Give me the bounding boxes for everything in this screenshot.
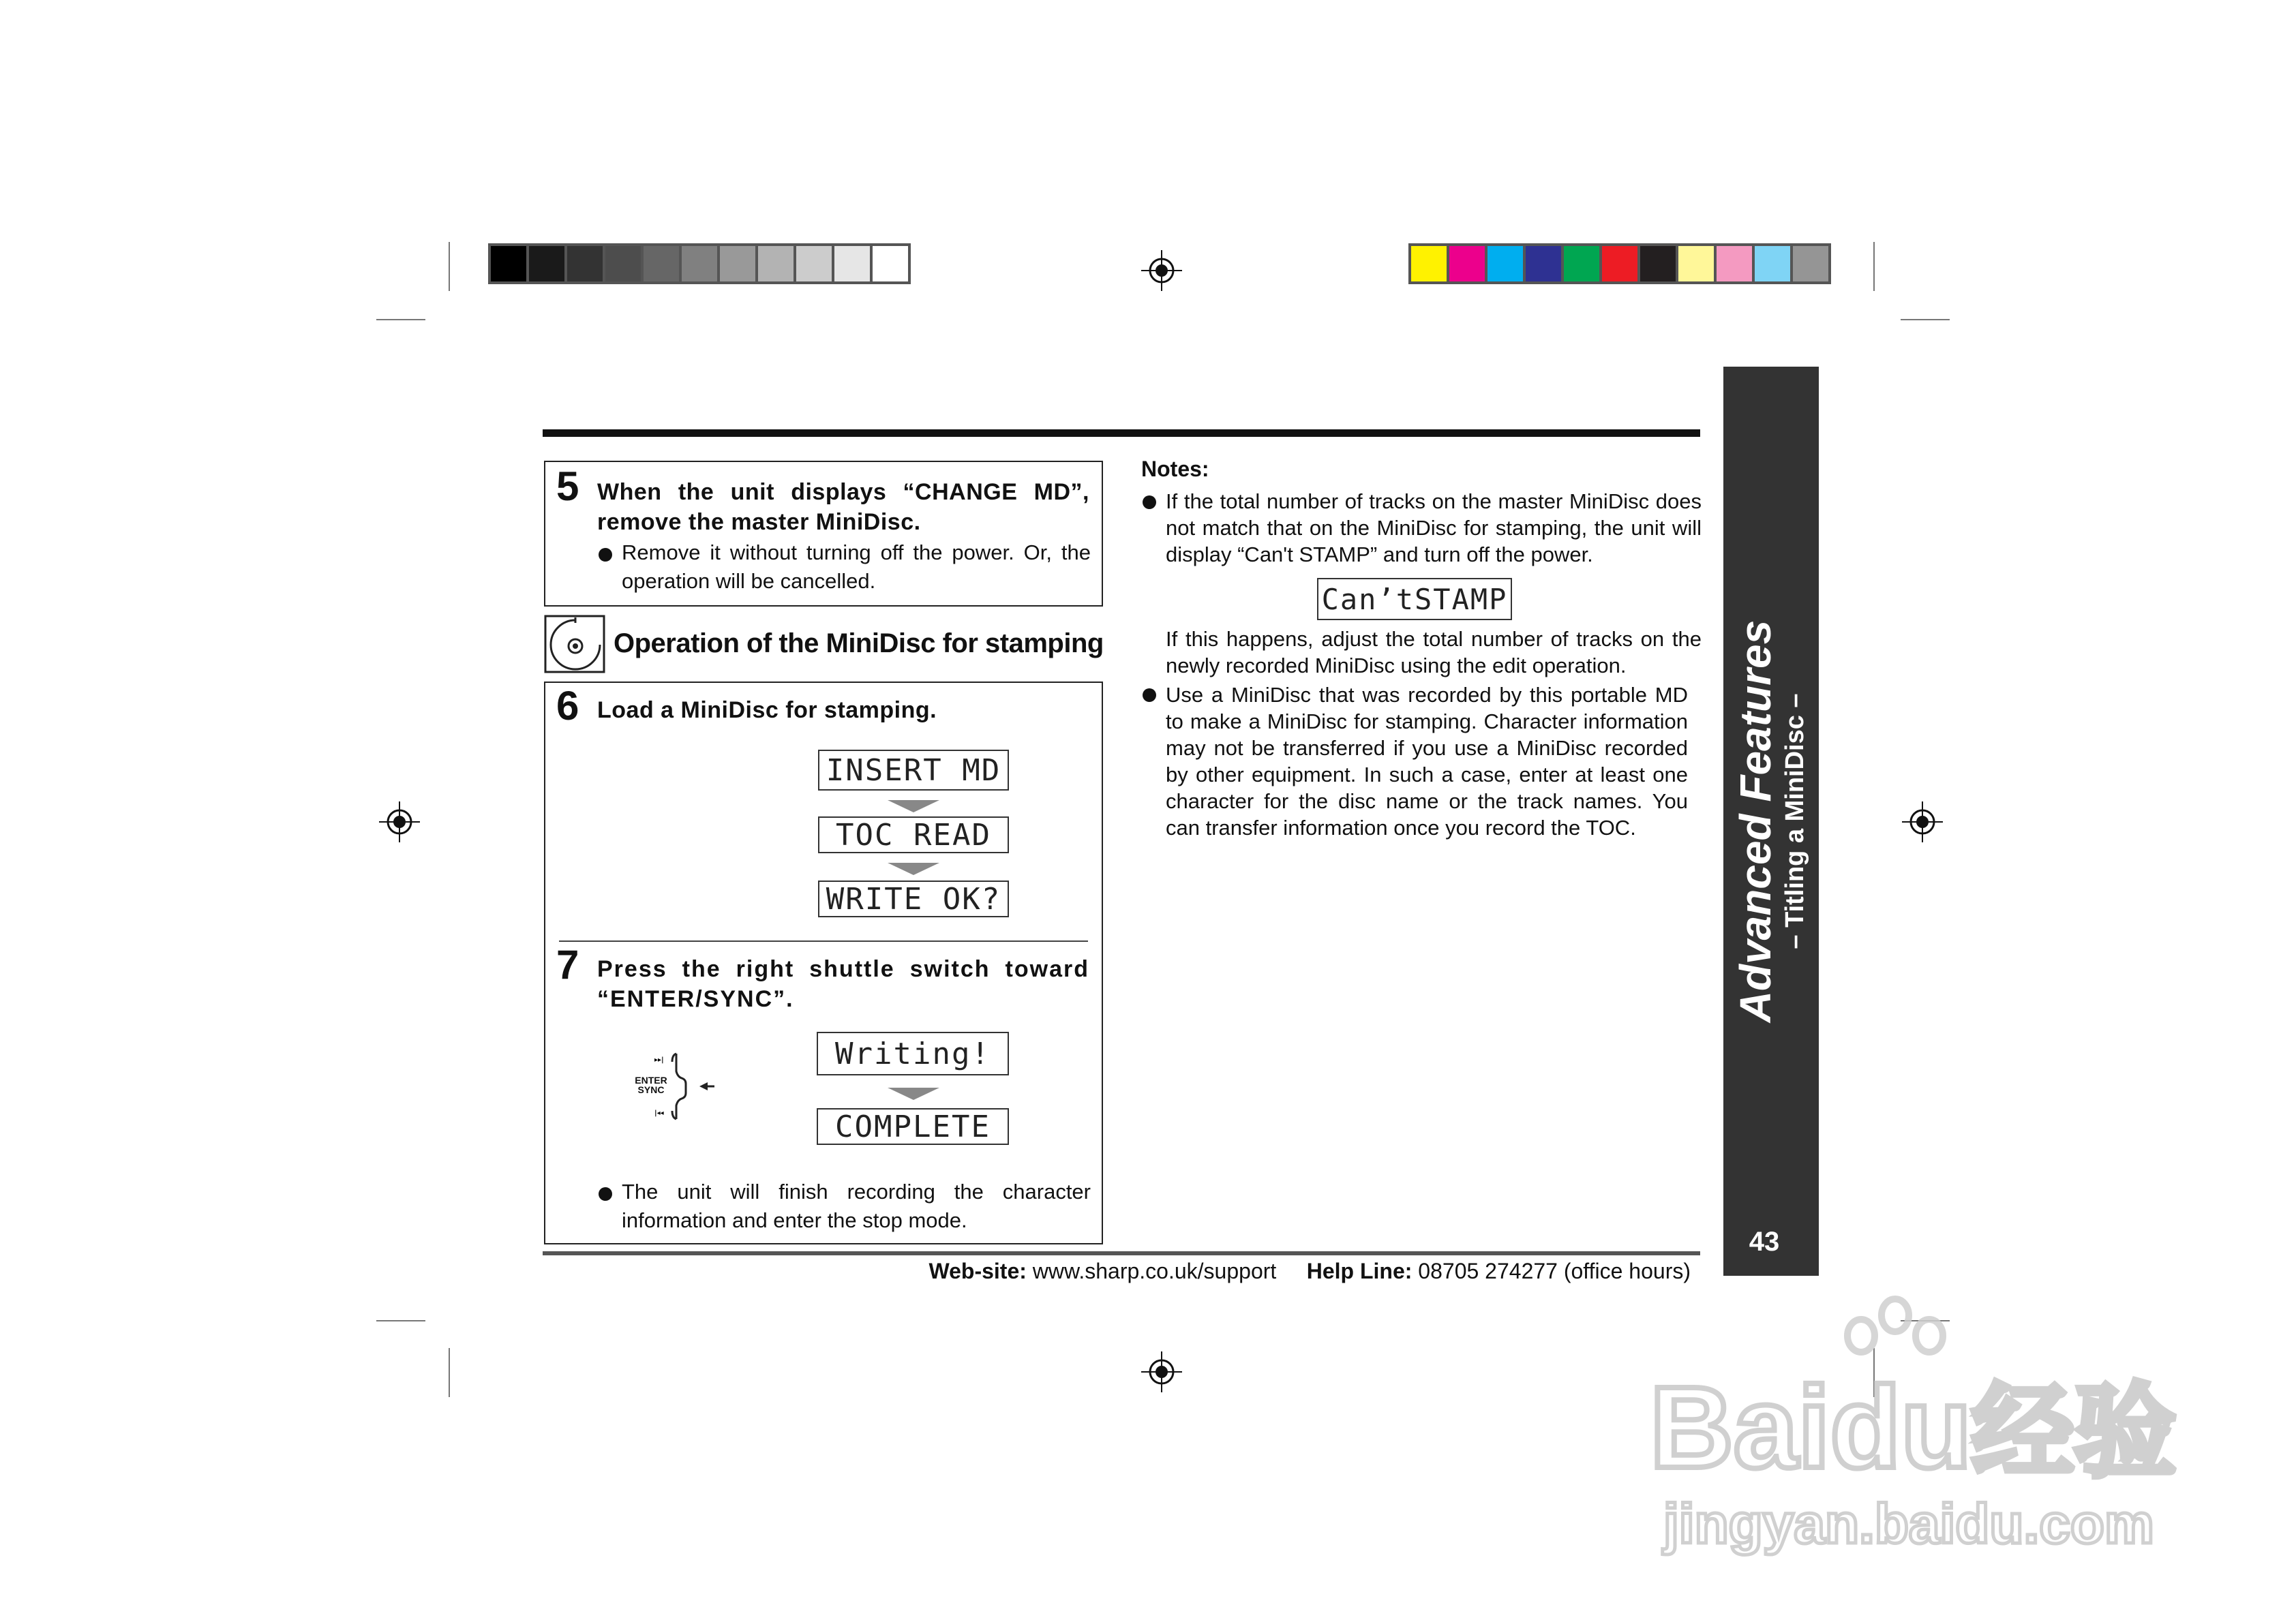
- notes-heading: Notes:: [1141, 457, 1209, 481]
- color-swatch: [758, 246, 796, 281]
- lcd-display: COMPLETE: [817, 1108, 1009, 1145]
- switch-label: ENTER SYNC: [635, 1075, 667, 1095]
- color-swatch: [1755, 246, 1793, 281]
- step-number: 7: [556, 942, 579, 988]
- step-title: Press the right shuttle switch toward “ENTER/SYNC”.: [597, 956, 1089, 1012]
- page-number: 43: [1749, 1227, 1780, 1257]
- step-number: 5: [556, 463, 579, 509]
- grayscale-color-bar: [488, 243, 911, 284]
- section-title: Operation of the MiniDisc for stamping: [614, 628, 1104, 658]
- color-swatch: [1526, 246, 1564, 281]
- color-swatch: [1487, 246, 1526, 281]
- down-arrow-icon: [888, 863, 939, 875]
- footer: [682, 1254, 1691, 1288]
- svg-text:|◂◂: |◂◂: [654, 1110, 664, 1117]
- note-text: If the total number of tracks on the master MiniDisc does not match that on the MiniDisc for stamping, the unit will display “Can't STAMP” and turn off the power.: [1166, 489, 1702, 566]
- minidisc-icon: [544, 615, 605, 673]
- registration-mark-icon: [1141, 250, 1182, 291]
- color-swatch: [1678, 246, 1717, 281]
- watermark-url: jingyan.baidu.com: [1663, 1493, 2154, 1555]
- help-label: Help Line:: [1306, 1259, 1413, 1283]
- registration-mark-icon: [1141, 1351, 1182, 1392]
- registration-mark-icon: [379, 801, 420, 842]
- color-swatch: [834, 246, 873, 281]
- bullet-icon: [1143, 688, 1156, 702]
- color-swatch: [720, 246, 758, 281]
- crop-mark: [1901, 319, 1950, 320]
- step-5-box: [544, 461, 1103, 607]
- watermark-brand: Baidu: [1650, 1363, 1972, 1493]
- web-label: Web-site:: [928, 1259, 1027, 1283]
- color-swatch: [1449, 246, 1487, 281]
- bullet-icon: [599, 1187, 612, 1201]
- note-text: Use a MiniDisc that was recorded by this portable MD to make a MiniDisc for stamping. Character information may not be transferred if you use a MiniDisc recorded by other equipment. In such a case, enter at least one character for the disc name or the track names. You can transfer information once you record the TOC.: [1166, 683, 1688, 840]
- color-swatch: [567, 246, 605, 281]
- step-title: When the unit displays “CHANGE MD”, remove the master MiniDisc.: [597, 479, 1089, 535]
- steps-6-7-box: [544, 682, 1103, 1244]
- lcd-display: Writing!: [817, 1032, 1009, 1075]
- down-arrow-icon: [888, 1088, 939, 1100]
- bullet-icon: [1143, 495, 1156, 509]
- chapter-subheading: – Titling a MiniDisc –: [1781, 693, 1809, 949]
- step-number: 6: [556, 683, 579, 729]
- lcd-display: Can’tSTAMP: [1317, 578, 1512, 620]
- color-swatch: [1411, 246, 1449, 281]
- watermark: [1650, 1295, 2195, 1567]
- color-swatch: [873, 246, 908, 281]
- crop-mark: [449, 1348, 450, 1397]
- color-swatch: [1793, 246, 1828, 281]
- color-swatch: [605, 246, 644, 281]
- color-swatch: [1717, 246, 1755, 281]
- registration-mark-icon: [1902, 801, 1943, 842]
- help-number: 08705 274277 (office hours): [1418, 1259, 1691, 1283]
- color-swatch: [1564, 246, 1602, 281]
- color-swatch: [682, 246, 720, 281]
- color-swatch: [1602, 246, 1640, 281]
- svg-text:▸▸|: ▸▸|: [654, 1056, 664, 1064]
- top-rule: [543, 429, 1700, 437]
- lcd-display: TOC READ: [818, 816, 1009, 853]
- note-text: If this happens, adjust the total number of tracks on the newly recorded MiniDisc using the edit operation.: [1166, 627, 1702, 677]
- color-swatch: [644, 246, 682, 281]
- color-swatch: [491, 246, 529, 281]
- crop-mark: [1873, 242, 1875, 291]
- color-swatch: [1640, 246, 1678, 281]
- divider: [559, 940, 1088, 942]
- step-bullet: The unit will finish recording the character information and enter the stop mode.: [622, 1180, 1091, 1232]
- web-address[interactable]: www.sharp.co.uk/support: [1032, 1259, 1277, 1283]
- process-color-bar: [1408, 243, 1831, 284]
- bullet-icon: [599, 548, 612, 562]
- color-swatch: [796, 246, 834, 281]
- lcd-display: INSERT MD: [818, 750, 1009, 791]
- crop-mark: [449, 242, 450, 291]
- step-bullet: Remove it without turning off the power. Or, the operation will be cancelled.: [622, 540, 1091, 593]
- watermark-cn: 经验: [1972, 1375, 2177, 1489]
- step-title: Load a MiniDisc for stamping.: [597, 697, 937, 723]
- crop-mark: [376, 319, 425, 320]
- chapter-title: [1732, 620, 1811, 1022]
- crop-mark: [376, 1320, 425, 1321]
- lcd-display: WRITE OK?: [818, 881, 1009, 917]
- color-swatch: [529, 246, 567, 281]
- chapter-heading: Advanced Features: [1731, 619, 1780, 1023]
- watermark-text: [1650, 1349, 2176, 1497]
- down-arrow-icon: [888, 800, 939, 812]
